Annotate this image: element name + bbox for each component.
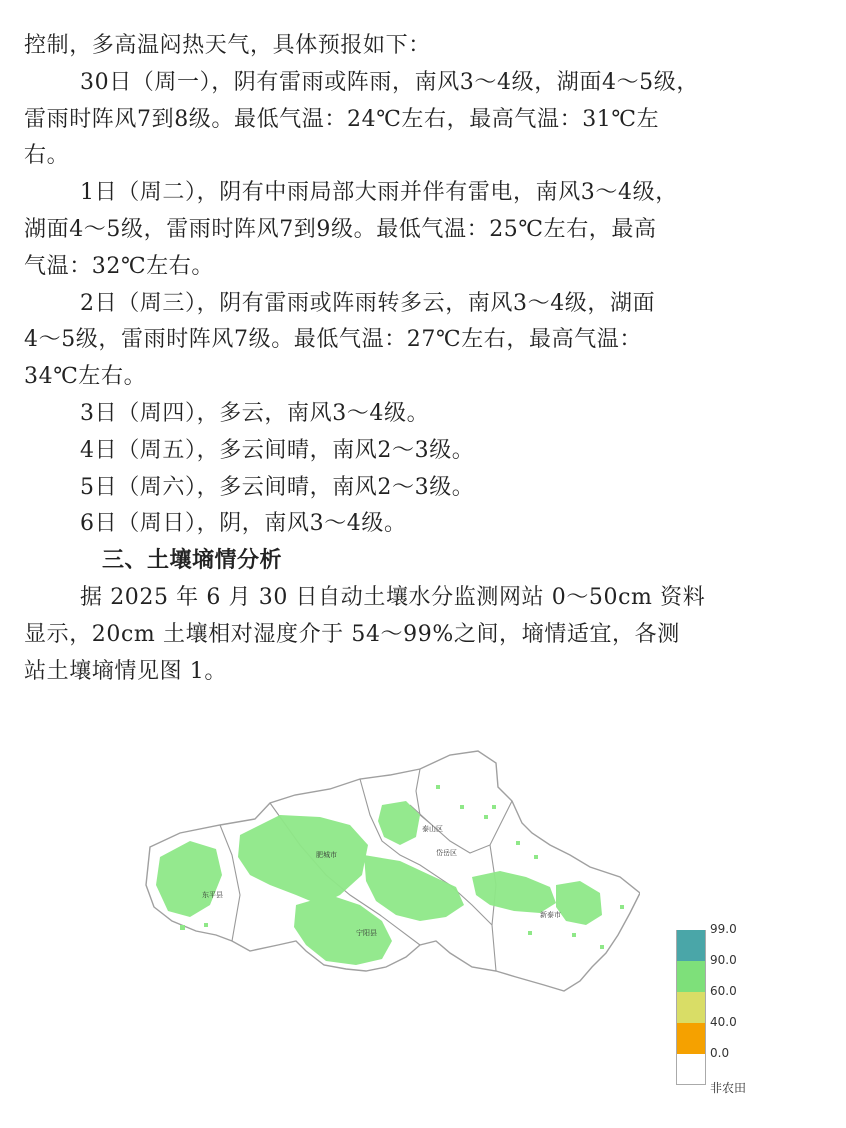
map-label-xintai: 新泰市 — [540, 911, 561, 919]
forecast-2-line3: 34℃左右。 — [24, 364, 147, 390]
map-label-dongping: 东平县 — [202, 891, 223, 899]
legend-item — [676, 1015, 796, 1054]
legend-swatch — [676, 1023, 706, 1054]
document-body — [24, 28, 824, 690]
forecast-30-line1: 30日（周一），阴有雷雨或阵雨，南风3～4级，湖面4～5级， — [80, 69, 699, 95]
legend-label: 0.0 — [710, 1046, 730, 1060]
map-label-ningyang: 宁阳县 — [356, 929, 377, 937]
forecast-1-line1: 1日（周二），阴有中雨局部大雨并伴有雷电，南风3～4级， — [80, 180, 678, 206]
forecast-5: 5日（周六），多云间晴，南风2～3级。 — [80, 474, 475, 500]
forecast-30-line3: 右。 — [24, 143, 70, 169]
legend-swatch — [676, 930, 706, 961]
map-label-daiyue: 岱岳区 — [436, 849, 457, 857]
forecast-3: 3日（周四），多云，南风3～4级。 — [80, 400, 430, 426]
legend-label-nonfarm: 非农田 — [710, 1081, 747, 1095]
forecast-6: 6日（周日），阴，南风3～4级。 — [80, 511, 407, 537]
soil-line3: 站土壤墒情见图 1。 — [24, 658, 227, 684]
map-legend — [676, 922, 796, 1095]
forecast-2-line2: 4～5级，雷雨时阵风7级。最低气温：27℃左右，最高气温： — [24, 327, 642, 353]
legend-swatch — [676, 961, 706, 992]
map-label-taishan: 泰山区 — [422, 825, 443, 833]
forecast-4: 4日（周五），多云间晴，南风2～3级。 — [80, 437, 475, 463]
soil-line1: 据 2025 年 6 月 30 日自动土壤水分监测网站 0～50cm 资料 — [80, 584, 706, 610]
legend-label: 60.0 — [710, 984, 737, 998]
legend-label: 40.0 — [710, 1015, 737, 1029]
legend-label: 90.0 — [710, 953, 737, 967]
legend-label: 99.0 — [710, 922, 737, 936]
paragraph-intro: 控制，多高温闷热天气，具体预报如下： — [24, 33, 431, 58]
forecast-1-line2: 湖面4～5级，雷雨时阵风7到9级。最低气温：25℃左右，最高 — [24, 216, 657, 242]
soil-line2: 显示，20cm 土壤相对湿度介于 54～99%之间，墒情适宜，各测 — [24, 621, 680, 647]
forecast-2-line1: 2日（周三），阴有雷雨或阵雨转多云，南风3～4级，湖面 — [80, 290, 656, 316]
legend-swatch — [676, 992, 706, 1023]
forecast-30-line2: 雷雨时阵风7到8级。最低气温：24℃左右，最高气温：31℃左 — [24, 106, 660, 132]
section-heading: 三、土壤墒情分析 — [102, 548, 283, 574]
legend-swatch — [676, 1054, 706, 1085]
soil-moisture-map — [120, 745, 640, 1005]
forecast-1-line3: 气温：32℃左右。 — [24, 253, 215, 279]
map-label-feicheng: 肥城市 — [316, 851, 337, 859]
